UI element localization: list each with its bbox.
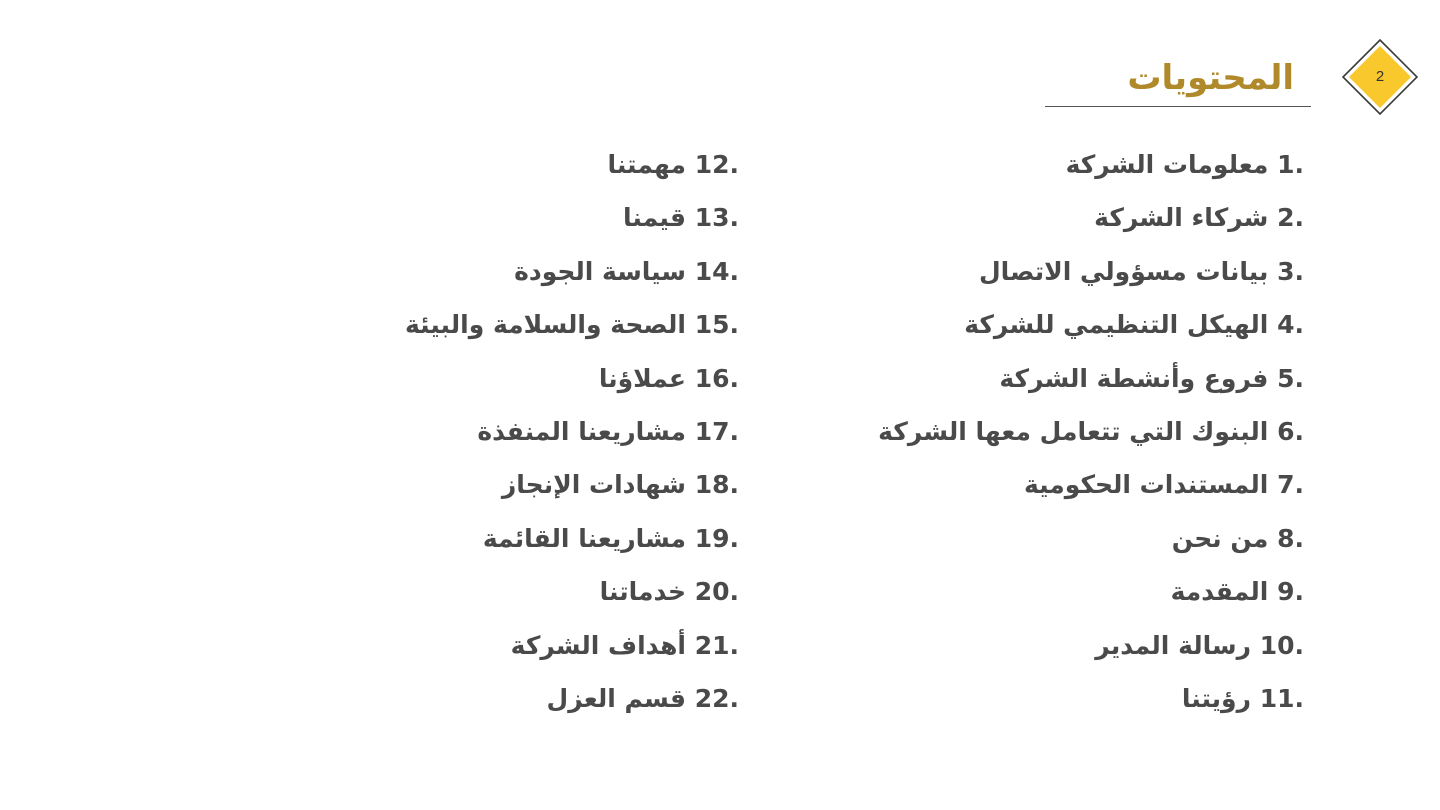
toc-item-number: 15.	[694, 310, 739, 340]
toc-item[interactable]	[405, 619, 739, 672]
toc-item-number: 14.	[694, 256, 739, 286]
toc-item[interactable]	[878, 405, 1304, 458]
toc-item-number: 17.	[694, 416, 739, 446]
toc-item[interactable]	[878, 352, 1304, 405]
toc-item-label: مشاريعنا القائمة	[482, 523, 686, 553]
toc-item-label: مشاريعنا المنفذة	[477, 416, 686, 446]
toc-item-label: خدماتنا	[599, 577, 686, 607]
toc-item[interactable]	[405, 672, 739, 725]
toc-item[interactable]	[878, 565, 1304, 618]
page-number: 2	[1375, 68, 1385, 85]
toc-item-label: قسم العزل	[546, 683, 686, 713]
toc-item-label: المستندات الحكومية	[1023, 470, 1269, 500]
toc-item-number: 7.	[1277, 470, 1304, 500]
toc-item[interactable]	[405, 191, 739, 244]
toc-item-number: 11.	[1259, 683, 1304, 713]
toc-item[interactable]	[405, 458, 739, 511]
page-number-badge	[1342, 39, 1418, 115]
toc-item-label: عملاؤنا	[598, 363, 686, 393]
toc-item[interactable]	[405, 352, 739, 405]
toc-item[interactable]	[878, 458, 1304, 511]
toc-item-label: شهادات الإنجاز	[501, 470, 686, 500]
toc-item[interactable]	[878, 138, 1304, 191]
toc-item-number: 20.	[694, 577, 739, 607]
toc-item-label: الهيكل التنظيمي للشركة	[964, 310, 1269, 340]
toc-item-label: فروع وأنشطة الشركة	[999, 363, 1269, 393]
toc-item-label: مهمتنا	[607, 150, 686, 179]
toc-item[interactable]	[878, 298, 1304, 351]
toc-item[interactable]	[405, 565, 739, 618]
toc-item-number: 13.	[694, 203, 739, 233]
toc-item-label: البنوك التي تتعامل معها الشركة	[878, 416, 1269, 446]
page-title: المحتويات	[1127, 58, 1294, 98]
toc-item-number: 1.	[1277, 150, 1304, 179]
toc-item-label: شركاء الشركة	[1094, 203, 1269, 233]
toc-item-number: 22.	[694, 683, 739, 713]
toc-item[interactable]	[878, 191, 1304, 244]
toc-item-label: بيانات مسؤولي الاتصال	[978, 256, 1269, 286]
toc-item[interactable]	[405, 138, 739, 191]
toc-item[interactable]	[405, 245, 739, 298]
toc-item-number: 4.	[1277, 310, 1304, 340]
toc-item[interactable]	[405, 512, 739, 565]
toc-item-number: 5.	[1277, 363, 1304, 393]
toc-item[interactable]	[878, 245, 1304, 298]
toc-item[interactable]	[405, 405, 739, 458]
toc-item[interactable]	[878, 512, 1304, 565]
toc-item-number: 18.	[694, 470, 739, 500]
toc-item-label: رسالة المدير	[1095, 630, 1251, 660]
toc-item-number: 2.	[1277, 203, 1304, 233]
toc-item-number: 10.	[1259, 630, 1304, 660]
toc-item-label: سياسة الجودة	[514, 256, 686, 286]
toc-item-number: 21.	[694, 630, 739, 660]
toc-item-label: قيمنا	[623, 203, 686, 233]
toc-item-number: 16.	[694, 363, 739, 393]
toc-item-label: من نحن	[1171, 523, 1269, 553]
toc-item-number: 9.	[1277, 577, 1304, 607]
toc-item-number: 12.	[694, 150, 739, 179]
toc-item-number: 19.	[694, 523, 739, 553]
title-underline	[1045, 106, 1311, 107]
toc-item[interactable]	[878, 672, 1304, 725]
toc-item-label: رؤيتنا	[1181, 683, 1251, 713]
toc-item-label: معلومات الشركة	[1065, 150, 1269, 179]
toc-column-right	[878, 138, 1304, 725]
toc-item-number: 8.	[1277, 523, 1304, 553]
toc-item-label: المقدمة	[1170, 577, 1269, 607]
toc-item[interactable]	[878, 619, 1304, 672]
toc-item[interactable]	[405, 298, 739, 351]
toc-column-left	[405, 138, 739, 725]
toc-item-number: 3.	[1277, 256, 1304, 286]
toc-item-number: 6.	[1277, 416, 1304, 446]
toc-item-label: الصحة والسلامة والبيئة	[404, 310, 686, 340]
toc-item-label: أهداف الشركة	[510, 630, 686, 660]
